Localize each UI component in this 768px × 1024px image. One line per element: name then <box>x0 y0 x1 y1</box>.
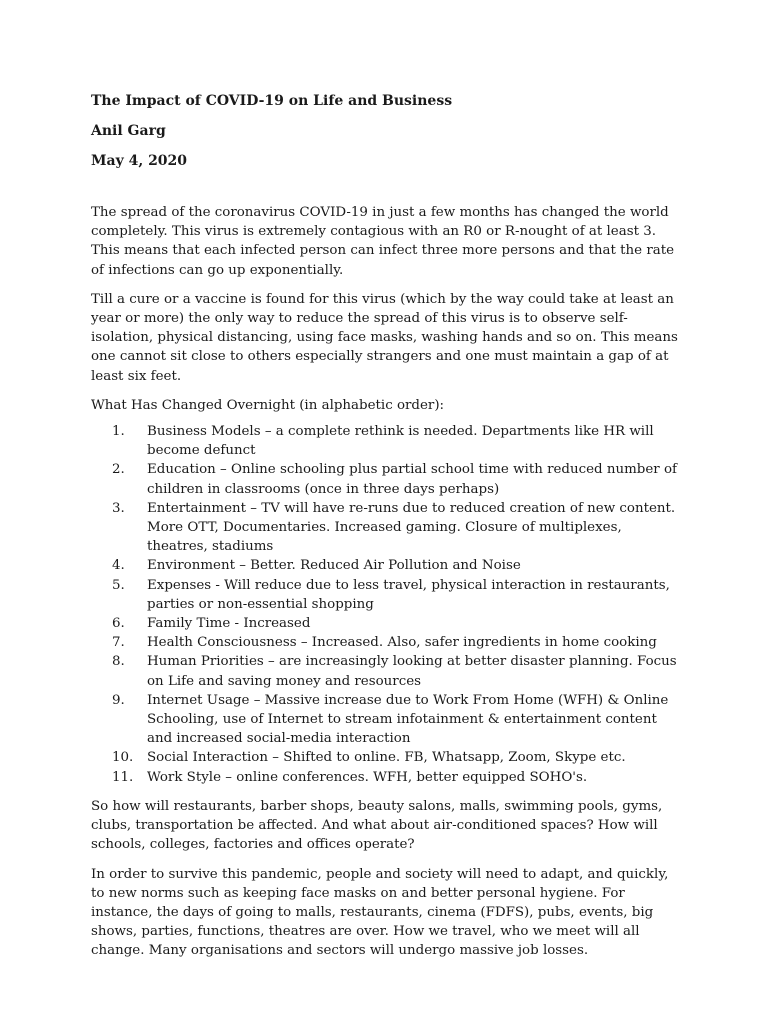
list-item-number: 4. <box>112 558 125 574</box>
list-item <box>91 556 683 575</box>
list-item <box>91 576 683 614</box>
list-item <box>91 499 683 557</box>
list-item-text: Work Style – online conferences. WFH, better equipped SOHO's. <box>147 769 588 785</box>
paragraph: Till a cure or a vaccine is found for this virus (which by the way could take at least an year or more) the only way to reduce the spread of this virus is to observe self-isolation, physical distancing, using face masks, washing hands and so on. This means one cannot sit close to others especially strangers and one must maintain a gap of at least six feet. <box>91 291 678 384</box>
list-heading: What Has Changed Overnight (in alphabetic order): <box>91 397 445 413</box>
list-item-text: Human Priorities – are increasingly looking at better disaster planning. Focus on Life and saving money and resources <box>147 654 677 689</box>
paragraph: So how will restaurants, barber shops, beauty salons, malls, swimming pools, gyms, clubs, transportation be affected. And what about air-conditioned spaces? How will schools, colleges, factories and offices operate? <box>91 798 663 853</box>
list-item <box>91 614 683 633</box>
list-item-text: Education – Online schooling plus partial school time with reduced number of children in classrooms (once in three days perhaps) <box>147 462 677 497</box>
list-item-text: Health Consciousness – Increased. Also, safer ingredients in home cooking <box>147 635 657 651</box>
list-item <box>91 633 683 652</box>
list-item-number: 9. <box>112 692 125 708</box>
paragraph: In order to survive this pandemic, people and society will need to adapt, and quickly, to new norms such as keeping face masks on and better personal hygiene. For instance, the days of going to malls, restaurants, cinema (FDFS), pubs, events, big shows, parties, functions, theatres are over. How we travel, who we meet will all change. Many organisations and sectors will undergo massive job losses. <box>91 866 669 959</box>
list-item-number: 10. <box>112 750 134 766</box>
list-item-number: 11. <box>112 769 134 785</box>
list-item-text: Business Models – a complete rethink is needed. Departments like HR will become defunct <box>147 424 654 459</box>
document-date: May 4, 2020 <box>91 153 188 169</box>
paragraph: The spread of the coronavirus COVID-19 in just a few months has changed the world completely. This virus is extremely contagious with an R0 or R-nought of at least 3. This means that each infected person can infect three more persons and that the rate of infections can go up exponentially. <box>91 205 675 278</box>
list-item-number: 7. <box>112 635 125 651</box>
list-item-text: Family Time - Increased <box>147 616 311 632</box>
document-author: Anil Garg <box>91 123 166 139</box>
list-item-text: Environment – Better. Reduced Air Pollution and Noise <box>147 558 521 574</box>
list-item-number: 8. <box>112 654 125 670</box>
list-item-text: Expenses - Will reduce due to less travel, physical interaction in restaurants, parties or non-essential shopping <box>147 577 670 612</box>
list-item <box>91 691 683 749</box>
list-item-text: Social Interaction – Shifted to online. FB, Whatsapp, Zoom, Skype etc. <box>147 750 626 766</box>
list-item-text: Internet Usage – Massive increase due to Work From Home (WFH) & Online Schooling, use of Internet to stream infotainment & entertainment content and increased social-media interaction <box>147 692 669 747</box>
list-item-number: 1. <box>112 424 125 440</box>
list-item-number: 5. <box>112 577 125 593</box>
list-item <box>91 422 683 460</box>
list-item-number: 6. <box>112 616 125 632</box>
changes-list <box>91 422 683 787</box>
list-item-text: Entertainment – TV will have re-runs due to reduced creation of new content. More OTT, Documentaries. Increased gaming. Closure of multiplexes, theatres, stadiums <box>147 500 676 555</box>
list-item-number: 2. <box>112 462 125 478</box>
list-item <box>91 748 683 767</box>
list-item <box>91 460 683 498</box>
list-item-number: 3. <box>112 500 125 516</box>
list-item <box>91 652 683 690</box>
list-item <box>91 768 683 787</box>
document-page <box>91 92 683 971</box>
document-title: The Impact of COVID-19 on Life and Business <box>91 93 453 109</box>
